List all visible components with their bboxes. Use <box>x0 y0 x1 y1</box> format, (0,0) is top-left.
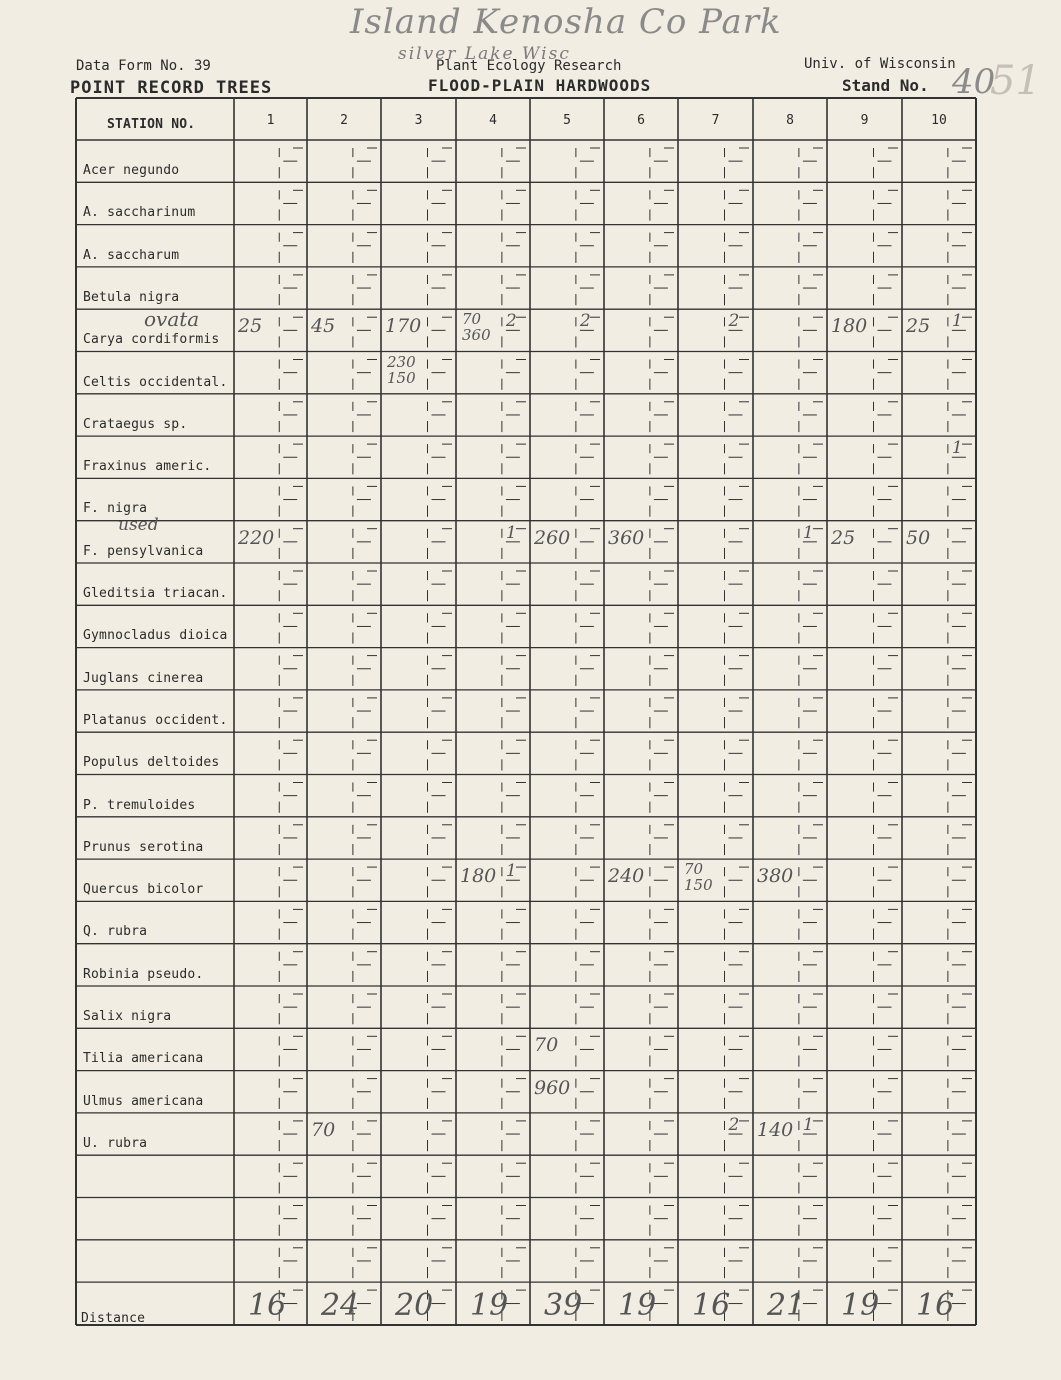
species-label: P. tremuloides <box>83 797 196 813</box>
distance-value: 16 <box>692 1288 731 1324</box>
tree-entry: 140 <box>757 1118 794 1141</box>
form-number: Data Form No. 39 <box>76 58 211 74</box>
tree-entry: 240 <box>608 865 645 888</box>
species-label: Platanus occident. <box>83 712 228 728</box>
handwritten-subtitle: silver Lake Wisc <box>398 44 571 64</box>
station-number: 5 <box>563 113 571 128</box>
tree-entry: 45 <box>311 315 336 338</box>
tree-entry: 960 <box>534 1076 571 1099</box>
distance-label: Distance <box>81 1311 146 1326</box>
tree-entry: 180 <box>460 865 497 888</box>
species-label: Salix nigra <box>83 1009 172 1024</box>
form-subtitle: FLOOD-PLAIN HARDWOODS <box>428 76 652 95</box>
species-label: Fraxinus americ. <box>83 459 212 475</box>
stand-label: Stand No. <box>842 76 929 95</box>
distance-value: 20 <box>395 1288 434 1324</box>
tree-entry: 230 150 <box>387 352 416 387</box>
tree-entry: 1 <box>802 1114 814 1135</box>
stand-value: 40 <box>952 62 996 102</box>
tree-entry: 180 <box>831 315 868 338</box>
tree-entry: 1 <box>951 311 963 332</box>
species-label: Gleditsia triacan. <box>83 586 228 601</box>
species-label: Celtis occidental. <box>83 374 228 390</box>
species-label: Acer negundo <box>83 163 180 178</box>
tree-entry: 70 360 <box>462 310 491 345</box>
species-label: Carya cordiformis <box>83 332 220 348</box>
species-label: F. nigra <box>83 501 148 517</box>
station-number: 8 <box>786 113 794 128</box>
tree-entry: 70 <box>534 1034 559 1057</box>
species-label: Quercus bicolor <box>83 882 204 898</box>
species-label: Betula nigra <box>83 289 180 305</box>
tree-entry: 25 <box>831 526 856 549</box>
distance-value: 16 <box>916 1288 955 1324</box>
tree-entry: 2 <box>505 311 517 332</box>
distance-value: 16 <box>248 1288 287 1324</box>
tree-entry: 50 <box>906 526 931 549</box>
species-label: Gymnocladus dioica <box>83 628 228 644</box>
tree-entry: 25 <box>238 315 263 338</box>
tree-entry: 360 <box>608 526 645 549</box>
species-label: A. saccharinum <box>83 205 196 221</box>
handwritten-title: Island Kenosha Co Park <box>350 2 782 42</box>
tree-entry: 1 <box>505 522 517 543</box>
station-number: 10 <box>931 113 947 128</box>
fraxinus-correction: used <box>118 514 159 535</box>
station-number: 2 <box>340 113 348 128</box>
species-label: Tilia americana <box>83 1051 204 1067</box>
tree-entry: 380 <box>757 865 794 888</box>
distance-value: 39 <box>544 1288 583 1324</box>
tree-entry: 1 <box>505 861 517 882</box>
university-label: Univ. of Wisconsin <box>804 56 956 72</box>
species-label: Populus deltoides <box>83 755 220 771</box>
research-label: Plant Ecology Research <box>436 58 622 74</box>
distance-value: 21 <box>767 1288 806 1324</box>
species-label: Crataegus sp. <box>83 416 188 432</box>
station-number: 9 <box>860 113 869 128</box>
form-name: POINT RECORD TREES <box>70 78 273 98</box>
tree-entry: 2 <box>579 311 591 332</box>
tree-entry: 2 <box>728 1114 740 1135</box>
tree-entry: 170 <box>385 315 422 338</box>
species-label: Juglans cinerea <box>83 670 204 686</box>
tree-entry: 1 <box>951 438 963 459</box>
distance-value: 19 <box>618 1288 657 1324</box>
distance-value: 24 <box>321 1288 360 1324</box>
species-label: A. saccharum <box>83 247 180 263</box>
species-label: Q. rubra <box>83 924 148 940</box>
species-label: Prunus serotina <box>83 839 204 855</box>
species-label: F. pensylvanica <box>83 543 204 559</box>
distance-value: 19 <box>470 1288 509 1324</box>
species-label: Robinia pseudo. <box>83 966 204 982</box>
station-number: 1 <box>266 113 275 128</box>
tree-entry: 220 <box>238 526 275 549</box>
tree-entry: 1 <box>802 522 814 543</box>
station-header: STATION NO. <box>107 117 196 132</box>
tree-entry: 70 150 <box>684 860 713 895</box>
tree-entry: 70 <box>311 1118 336 1141</box>
species-label: U. rubra <box>83 1135 148 1151</box>
tree-entry: 25 <box>906 315 931 338</box>
tree-entry: 2 <box>728 311 740 332</box>
distance-value: 19 <box>841 1288 880 1324</box>
stand-value-faded: 51 <box>990 58 1041 104</box>
tree-entry: 260 <box>534 526 571 549</box>
station-number: 3 <box>414 113 423 128</box>
station-number: 4 <box>489 113 497 128</box>
carya-correction: ovata <box>144 307 200 332</box>
station-number: 7 <box>711 113 720 128</box>
species-label: Ulmus americana <box>83 1093 204 1109</box>
station-number: 6 <box>637 113 645 128</box>
